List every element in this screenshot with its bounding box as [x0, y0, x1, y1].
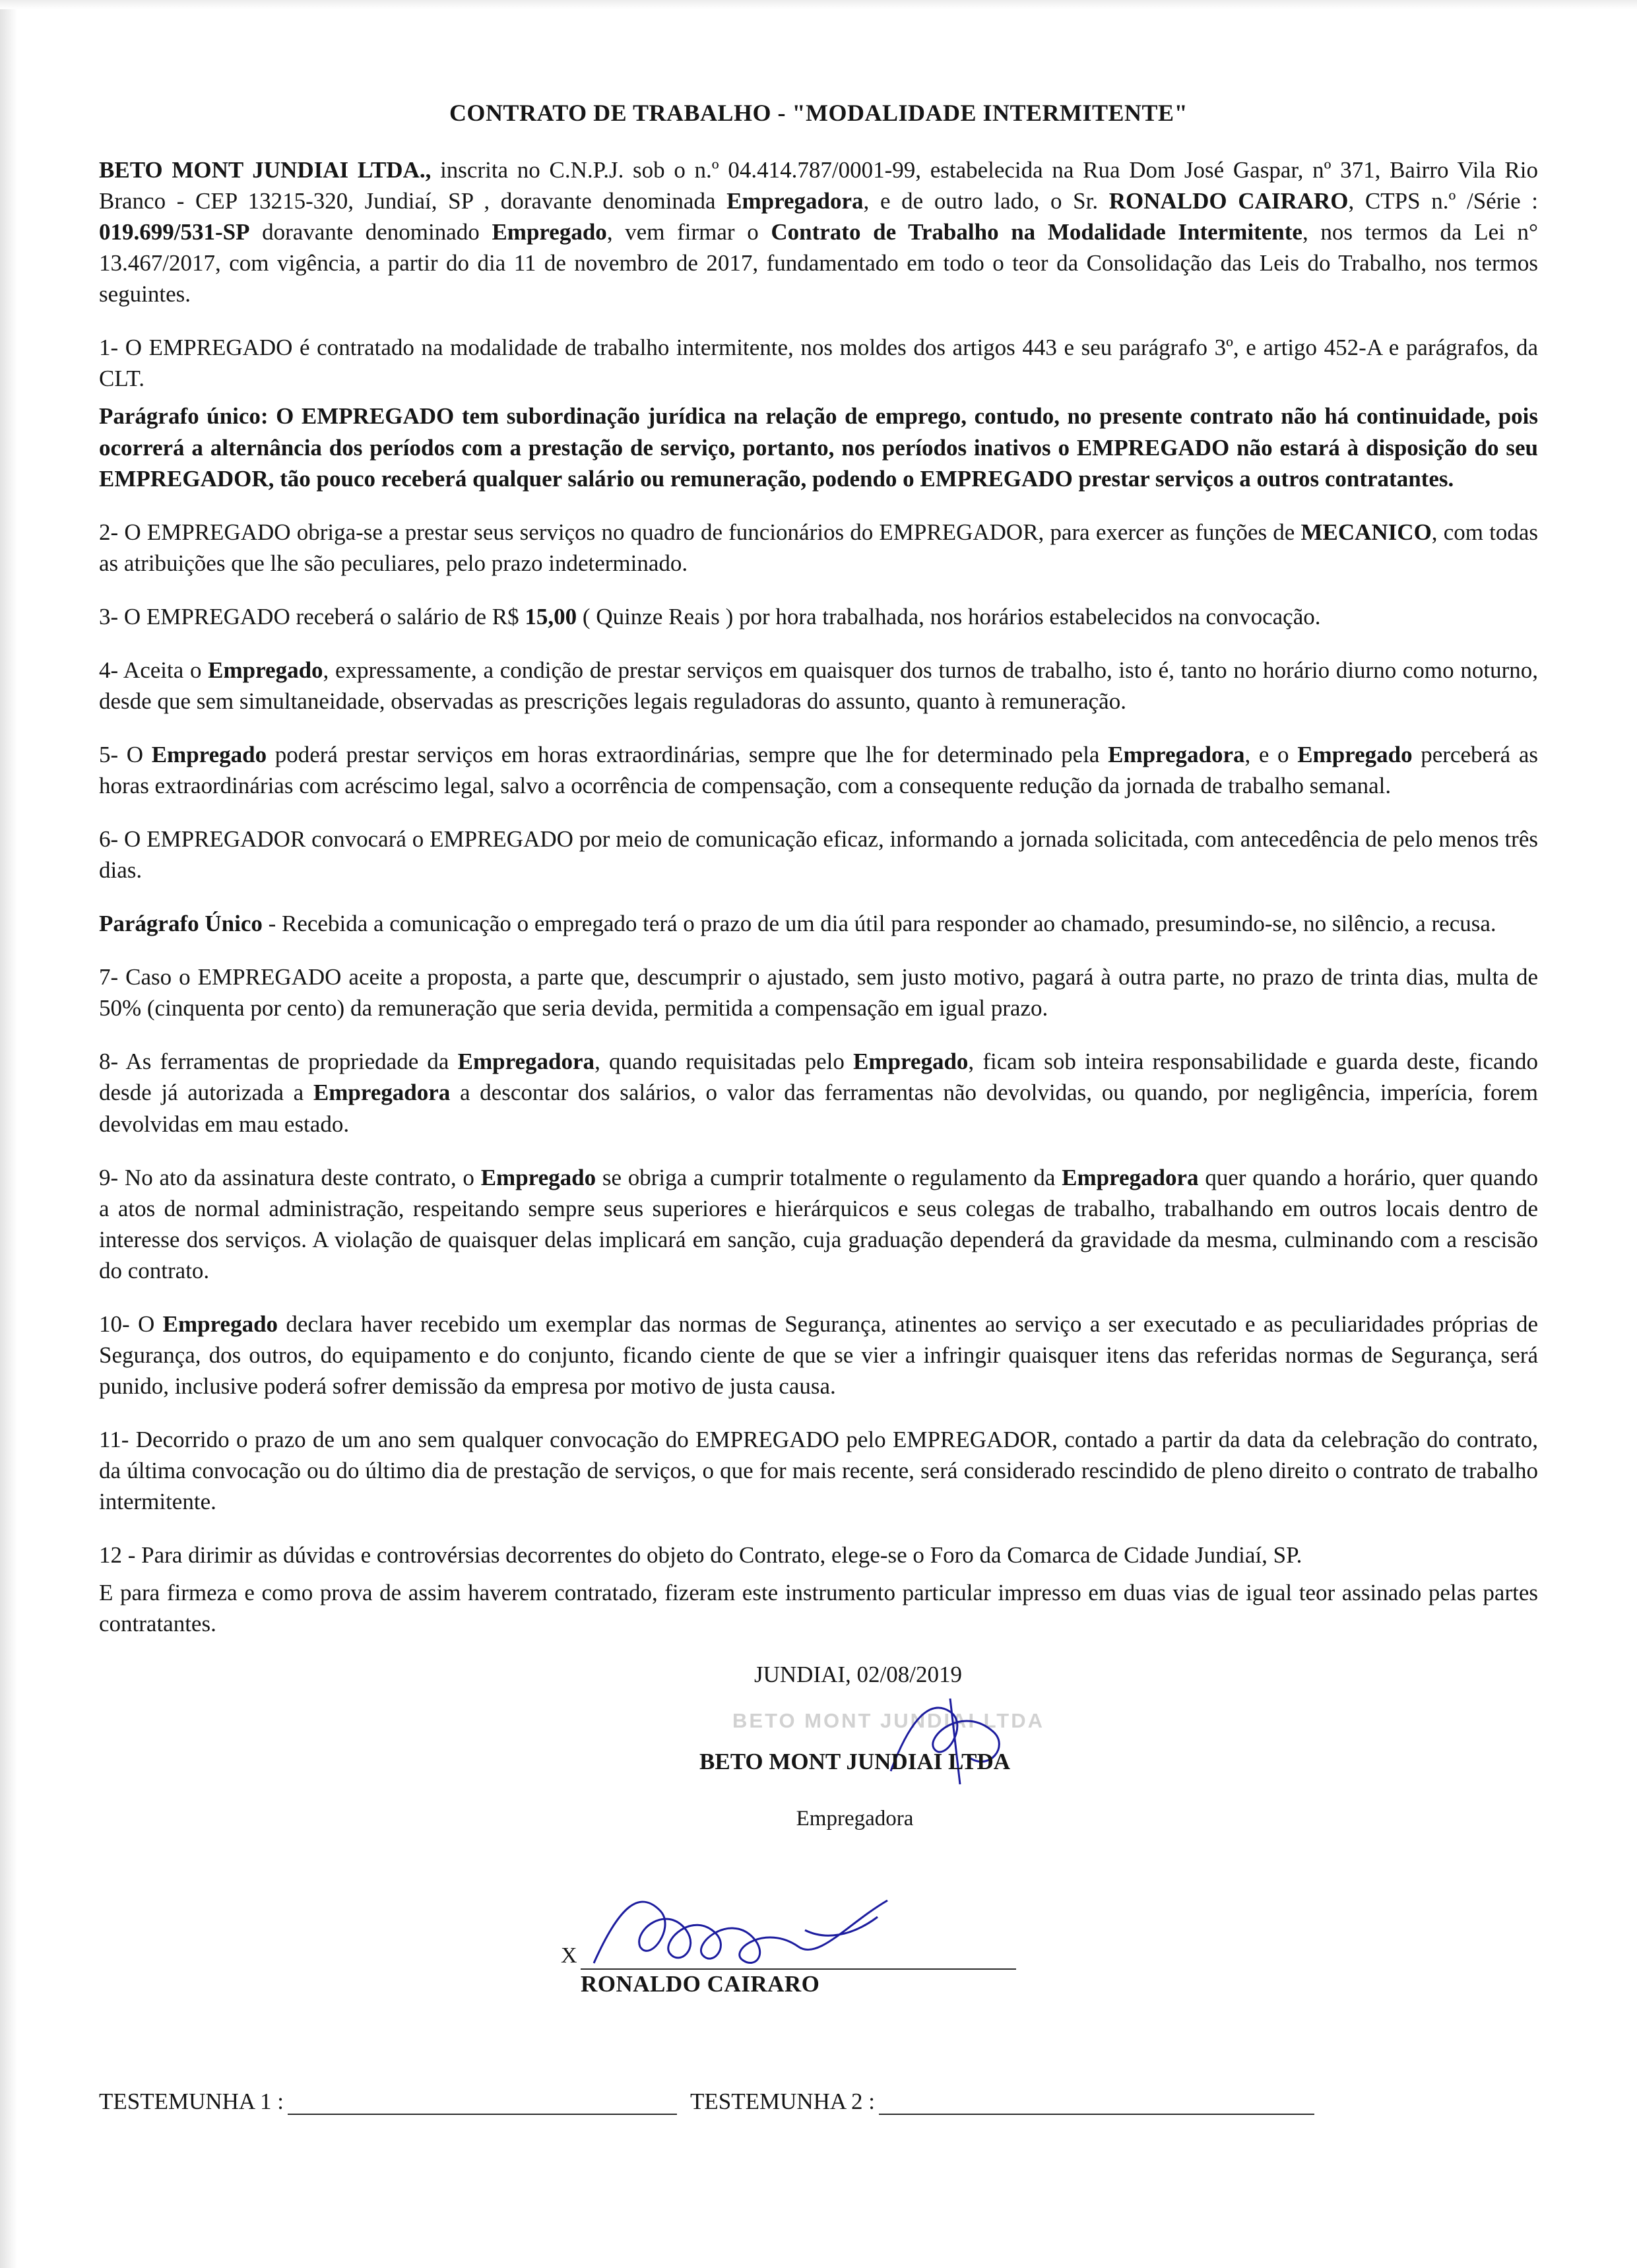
- clause-6-text: 6- O EMPREGADOR convocará o EMPREGADO por meio de comunicação eficaz, informando a jornada solicitada, com antecedência de pelo menos três dias.: [99, 826, 1538, 884]
- clause-1: [99, 332, 1538, 394]
- witness-2: [690, 2089, 1314, 2115]
- clause-7: [99, 961, 1538, 1023]
- intro-text-5: doravante denominado: [249, 219, 492, 245]
- clause-3-wage: 15,00: [525, 603, 577, 630]
- clause-9-employer-word: Empregadora: [1062, 1164, 1199, 1190]
- intro-company-name: BETO MONT JUNDIAI LTDA.,: [99, 157, 432, 183]
- clause-5-employee-word-1: Empregado: [151, 741, 267, 767]
- clause-1-paragraph: [99, 401, 1538, 494]
- intro-contract-kind: Contrato de Trabalho na Modalidade Intermitente: [771, 219, 1302, 245]
- witness-1: [99, 2089, 677, 2115]
- witness-1-label: TESTEMUNHA 1 :: [99, 2089, 284, 2115]
- signature-x-mark: X: [561, 1943, 577, 1968]
- intro-text-1: inscrita no C.N.P.J. sob o n.º 04.414.787/0001-99,: [431, 157, 921, 183]
- company-signature-name: BETO MONT JUNDIAI LTDA: [699, 1749, 1010, 1775]
- clause-4: [99, 655, 1538, 717]
- intro-text-2: estabelecida na Rua Dom José Gaspar, nº 371, Bairro Vila Rio Branco - CEP 13215-320, Jundiaí, SP , doravante denominada: [99, 157, 1538, 214]
- company-signature-block: [99, 1705, 1538, 1804]
- clause-10: [99, 1309, 1538, 1402]
- employee-signature-line: [581, 1968, 1016, 1970]
- clause-9-text-c: quer quando a horário, quer quando a atos de normal administração, respeitando sempre seus superiores e hierárquicos e seus colegas de trabalho, trabalhando em outros locais dentro de interesse dos serviços. A violação de quaisquer delas implicará em sanção, cuja graduação dependerá da gravidade da mesma, culminando com a rescisão do contrato.: [99, 1164, 1538, 1283]
- witness-2-label: TESTEMUNHA 2 :: [690, 2089, 875, 2115]
- employee-signature-block: [99, 1871, 1538, 1996]
- clause-10-text-a: 10- O: [99, 1311, 163, 1337]
- intro-text-3: , e de outro lado, o Sr.: [863, 188, 1109, 214]
- clause-5-text-b: poderá prestar serviços em horas extraordinárias, sempre que lhe for determinado pela: [267, 741, 1108, 767]
- clause-8: [99, 1046, 1538, 1139]
- intro-text-6: , vem firmar o: [606, 219, 771, 245]
- clause-4-employee-word: Empregado: [208, 657, 323, 683]
- clause-2-text-b: , com todas as atribuições que lhe são peculiares, pelo prazo indeterminado.: [99, 519, 1539, 576]
- clause-8-employer-word-2: Empregadora: [313, 1080, 451, 1106]
- clause-5-text-d: perceberá as horas extraordinárias com acréscimo legal, salvo a ocorrência de compensação, com a consequente redução da jornada de trabalho semanal.: [99, 741, 1538, 798]
- closing-paragraph: [99, 1577, 1538, 1639]
- clause-8-text-d: a descontar dos salários, o valor das ferramentas não devolvidas, ou quando, por negligência, imperícia, forem devolvidas em mau estado.: [99, 1080, 1538, 1137]
- company-stamp: BETO MONT JUNDIAI LTDA: [732, 1709, 1045, 1733]
- clause-11-text: 11- Decorrido o prazo de um ano sem qualquer convocação do EMPREGADO pelo EMPREGADOR, contado a partir da data da celebração do contrato, da última convocação ou do último dia de prestação de serviços, o que for mais recente, será considerado rescindido de pleno direito o contrato de trabalho intermitente.: [99, 1427, 1538, 1515]
- clause-5-employee-word-2: Empregado: [1297, 741, 1413, 767]
- clause-5-text-a: 5- O: [99, 741, 152, 767]
- clause-4-text-b: , expressamente, a condição de prestar serviços em quaisquer dos turnos de trabalho, isto é, tanto no horário diurno como noturno, desde que sem simultaneidade, observadas as prescrições legais reguladoras do assunto, quanto à remuneração.: [99, 657, 1538, 714]
- clause-1-paragraph-text: : O EMPREGADO tem subordinação jurídica na relação de emprego, contudo, no presente contrato não há continuidade, pois ocorrerá a alternância dos períodos com a prestação de serviço, portanto, nos períodos inativos o EMPREGADO não estará à disposição do seu EMPREGADOR, tão pouco receberá qualquer salário ou remuneração, podendo o EMPREGADO prestar serviços a outros contratantes.: [99, 403, 1538, 492]
- page-edge-shadow-top: [0, 0, 1637, 9]
- clause-9: [99, 1162, 1538, 1286]
- clause-6-paragraph-text: - Recebida a comunicação o empregado terá o prazo de um dia útil para responder ao chamado, presumindo-se, no silêncio, a recusa.: [262, 911, 1496, 937]
- clause-12-text: 12 - Para dirimir as dúvidas e controvérsias decorrentes do objeto do Contrato, elege-se o Foro da Comarca de Cidade Jundiaí, SP.: [99, 1542, 1302, 1569]
- intro-employer-word: Empregadora: [726, 188, 864, 214]
- clause-8-text-a: 8- As ferramentas de propriedade da: [99, 1049, 458, 1075]
- intro-employee-word: Empregado: [492, 219, 607, 245]
- clause-12: [99, 1539, 1538, 1571]
- employee-signature-scribble: [587, 1884, 897, 1980]
- clause-5: [99, 739, 1538, 801]
- witness-2-line[interactable]: [879, 2094, 1314, 2115]
- closing-text: E para firmeza e como prova de assim haverem contratado, fizeram este instrumento particular impresso em duas vias de igual teor assinado pelas partes contratantes.: [99, 1580, 1538, 1637]
- intro-text-7: , nos termos da Lei n° 13.467/2017, com vigência, a partir do dia 11 de novembro de 2017, fundamentado em todo o teor da Consolidação das Leis do Trabalho, nos termos seguintes.: [99, 219, 1538, 308]
- clause-5-employer-word: Empregadora: [1108, 741, 1245, 767]
- clause-3-text-b: ( Quinze Reais ) por hora trabalhada, nos horários estabelecidos na convocação.: [577, 603, 1321, 630]
- witness-1-line[interactable]: [288, 2094, 677, 2115]
- clause-2-role: MECANICO: [1300, 519, 1432, 545]
- clause-9-text-b: se obriga a cumprir totalmente o regulamento da: [596, 1164, 1062, 1190]
- clause-8-employer-word-1: Empregadora: [457, 1049, 595, 1075]
- clause-4-text-a: 4- Aceita o: [99, 657, 209, 683]
- clause-8-text-b: , quando requisitadas pelo: [594, 1049, 854, 1075]
- clause-5-text-c: , e o: [1244, 741, 1298, 767]
- witness-row: [99, 2089, 1538, 2115]
- clause-9-employee-word: Empregado: [480, 1164, 596, 1190]
- clause-6-paragraph: [99, 908, 1538, 939]
- company-signature-scribble: [871, 1692, 1043, 1791]
- clause-8-employee-word: Empregado: [853, 1049, 969, 1075]
- intro-paragraph: [99, 154, 1538, 309]
- page-title: CONTRATO DE TRABALHO - "MODALIDADE INTERMITENTE": [449, 100, 1188, 126]
- clause-3: [99, 601, 1538, 632]
- company-signature-role: Empregadora: [796, 1807, 914, 1831]
- clause-2: [99, 517, 1538, 579]
- clause-6: [99, 824, 1538, 886]
- clause-2-text-a: 2- O EMPREGADO obriga-se a prestar seus serviços no quadro de funcionários do EMPREGADOR, para exercer as funções de: [99, 519, 1301, 545]
- intro-ctps: 019.699/531-SP: [99, 219, 250, 245]
- clause-8-text-c: , ficam sob inteira responsabilidade e guarda deste, ficando desde já autorizada a: [99, 1049, 1538, 1106]
- clause-1-text: 1- O EMPREGADO é contratado na modalidade de trabalho intermitente, nos moldes dos artigos 443 e seu parágrafo 3º, e artigo 452-A e parágrafos, da CLT.: [99, 335, 1538, 392]
- clause-10-text-b: declara haver recebido um exemplar das normas de Segurança, atinentes ao serviço a ser executado e as peculiaridades próprias de Segurança, dos outros, do equipamento e do conjunto, ficando ciente de que se vier a infringir quaisquer itens das referidas normas de Segurança, será punido, inclusive poderá sofrer demissão da empresa por motivo de justa causa.: [99, 1311, 1538, 1399]
- clause-11: [99, 1424, 1538, 1517]
- intro-text-4: , CTPS n.º /Série :: [1348, 188, 1538, 214]
- clause-10-employee-word: Empregado: [162, 1311, 278, 1337]
- page-edge-shadow-left: [0, 0, 17, 2268]
- clause-1-paragraph-lead: Parágrafo único: [99, 403, 261, 430]
- clause-3-text-a: 3- O EMPREGADO receberá o salário de R$: [99, 603, 525, 630]
- signature-area: [99, 1662, 1538, 2115]
- clause-6-paragraph-lead: Parágrafo Único: [99, 911, 263, 937]
- clause-7-text: 7- Caso o EMPREGADO aceite a proposta, a parte que, descumprir o ajustado, sem justo motivo, pagará à outra parte, no prazo de trinta dias, multa de 50% (cinquenta por cento) da remuneração que seria devida, permitida a compensação em igual prazo.: [99, 964, 1538, 1021]
- employee-signature-name: RONALDO CAIRARO: [581, 1971, 820, 1997]
- place-and-date: JUNDIAI, 02/08/2019: [754, 1662, 962, 1688]
- clause-9-text-a: 9- No ato da assinatura deste contrato, o: [99, 1164, 481, 1190]
- intro-employee-name: RONALDO CAIRARO: [1108, 188, 1349, 214]
